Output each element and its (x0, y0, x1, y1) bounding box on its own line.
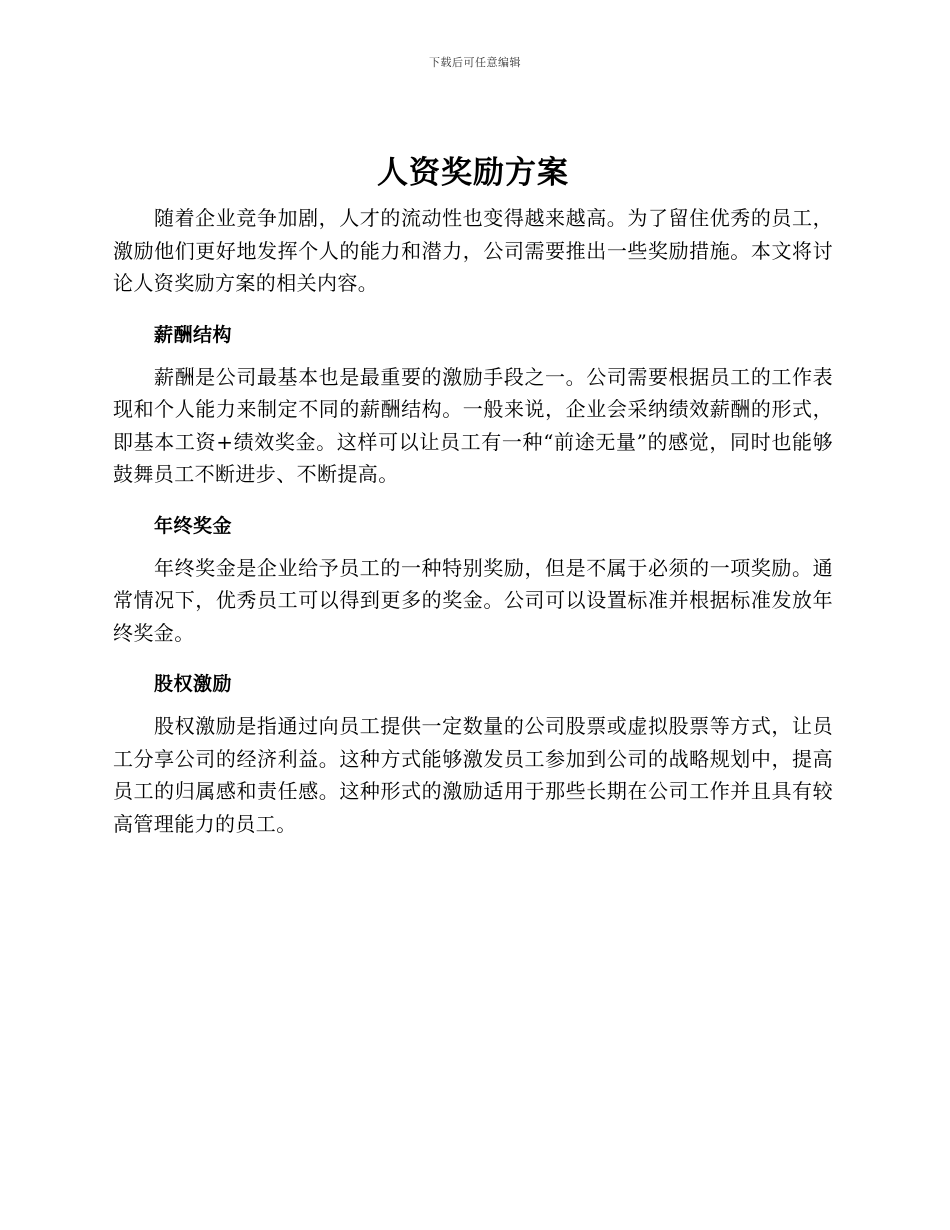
section-heading: 股权激励 (154, 673, 233, 695)
section-equity-incentive (113, 670, 833, 840)
document-body (113, 150, 833, 840)
section-paragraph: 股权激励是指通过向员工提供一定数量的公司股票或虚拟股票等方式，让员工分享公司的经济利益。这种方式能够激发员工参加到公司的战略规划中，提高员工的归属感和责任感。这种形式的激励适用于那些长期在公司工作并且具有较高管理能力的员工。 (113, 714, 833, 836)
section-salary-structure (113, 321, 833, 491)
section-paragraph: 薪酬是公司最基本也是最重要的激励手段之一。公司需要根据员工的工作表现和个人能力来制定不同的薪酬结构。一般来说，企业会采纳绩效薪酬的形式，即基本工资+绩效奖金。这样可以让员工有一种“前途无量”的感觉，同时也能够鼓舞员工不断进步、不断提高。 (113, 364, 833, 486)
section-heading: 年终奖金 (154, 514, 233, 537)
section-year-end-bonus (113, 512, 833, 650)
page-header-note: 下载后可任意编辑 (429, 56, 521, 69)
document-title: 人资奖励方案 (377, 155, 569, 191)
section-heading: 薪酬结构 (154, 323, 233, 346)
section-paragraph: 年终奖金是企业给予员工的一种特别奖励，但是不属于必须的一项奖励。通常情况下，优秀员工可以得到更多的奖金。公司可以设置标准并根据标准发放年终奖金。 (113, 555, 833, 645)
intro-paragraph: 随着企业竞争加剧，人才的流动性也变得越来越高。为了留住优秀的员工，激励他们更好地发挥个人的能力和潜力，公司需要推出一些奖励措施。本文将讨论人资奖励方案的相关内容。 (113, 206, 833, 295)
